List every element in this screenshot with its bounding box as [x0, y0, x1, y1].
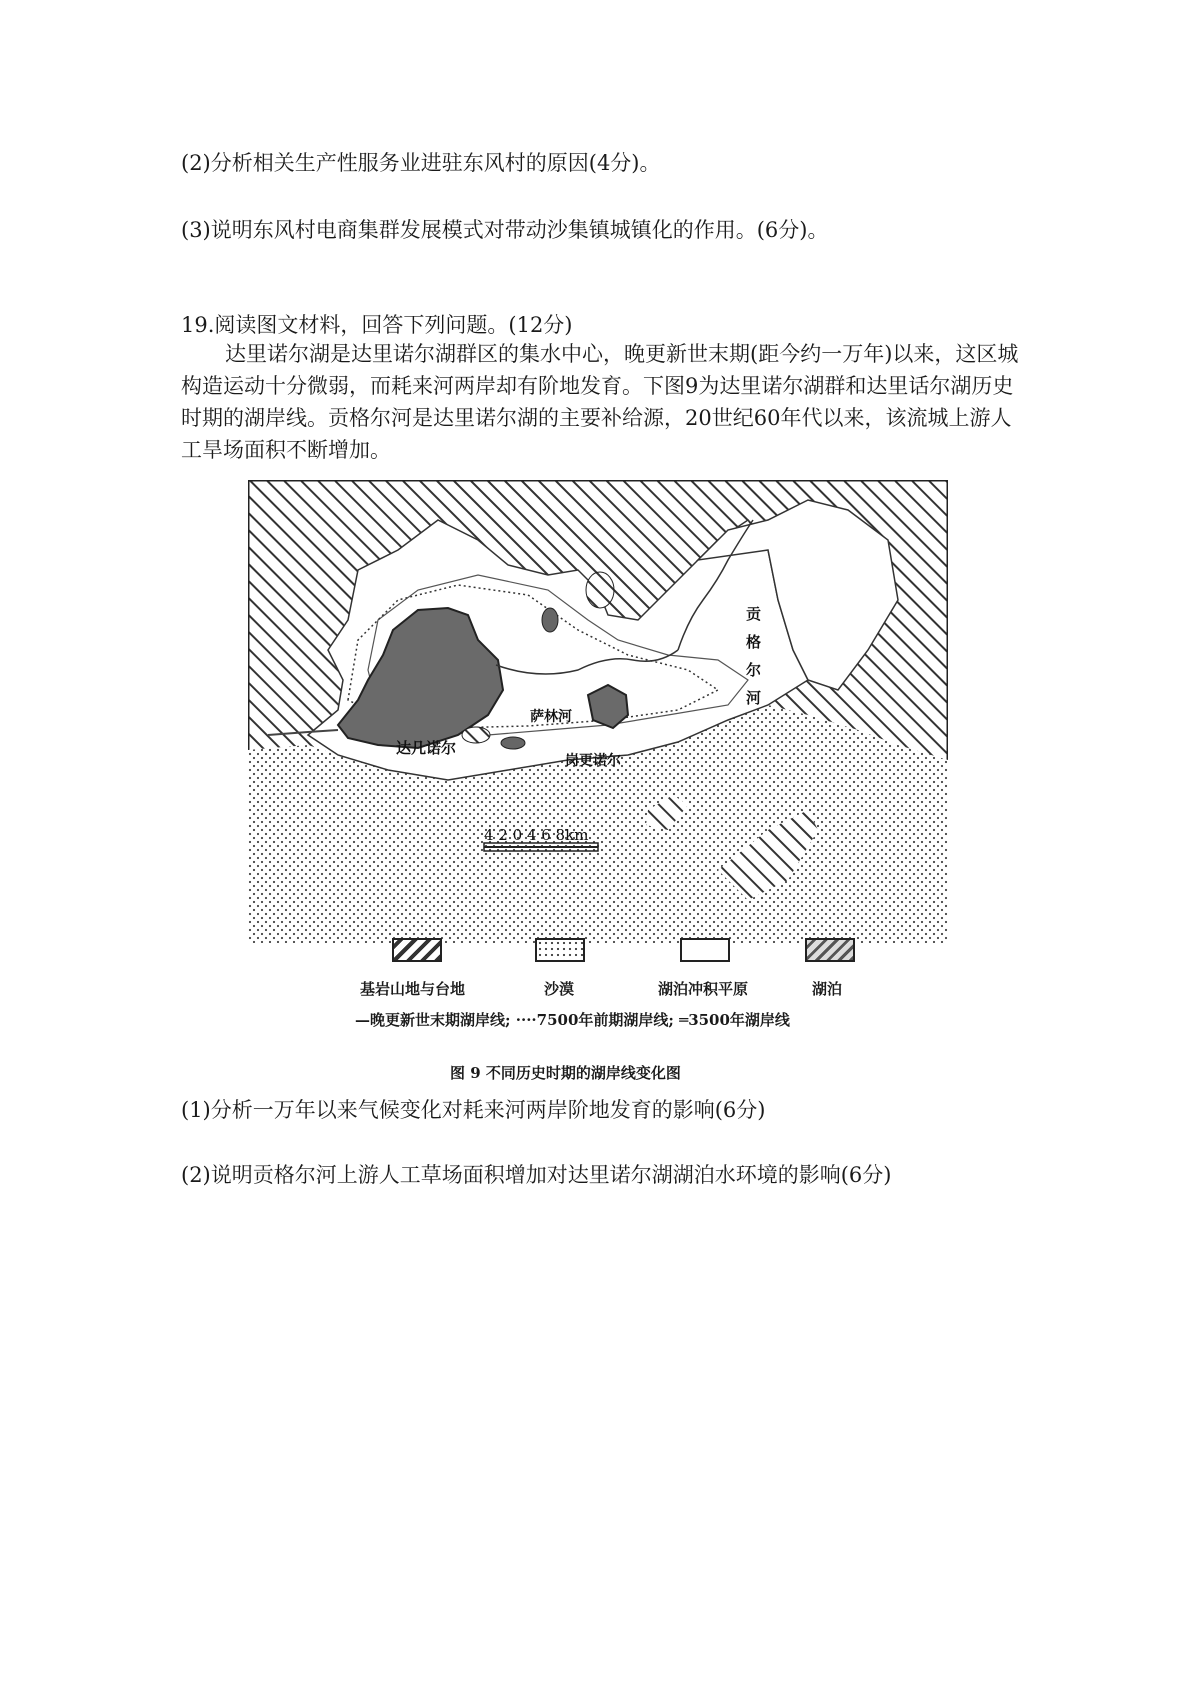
legend-swatch-plain: [680, 938, 730, 962]
legend-lake: 湖泊: [812, 980, 843, 998]
lake-small-label: 岗更诺尔: [565, 753, 621, 769]
legend-swatch-lake: [805, 938, 855, 962]
question-19-paragraph-text: 达里诺尔湖是达里诺尔湖群区的集水中心，晚更新世末期(距今约一万年)以来，这区城构造运动十分微弱，而耗来河两岸却有阶地发育。下图9为达里诺尔湖群和达里话尔湖历史时期的湖岸线。贡格尔河是达里诺尔湖的主要补给源，20世纪60年代以来，该流城上游人工旱场面积不断增加。: [181, 342, 1019, 462]
lake-shoreline-map: [248, 480, 948, 943]
question-18-part-2: (2)分析相关生产性服务业进驻东风村的原因(4分)。: [181, 151, 661, 175]
small-lake: [542, 608, 558, 632]
small-hill: [462, 727, 490, 743]
legend-desert: 沙漠: [544, 980, 575, 998]
legend-swatch-bedrock: [392, 938, 442, 962]
gonggeer-river-label: 贡格尔河: [746, 605, 762, 707]
small-hill: [586, 572, 614, 608]
question-19-paragraph: [181, 338, 1031, 466]
legend-plain: 湖泊冲积平原: [658, 980, 749, 998]
question-19-part-1: (1)分析一万年以来气候变化对耗来河两岸阶地发育的影响(6分): [181, 1098, 766, 1122]
question-19-part-2: (2)说明贡格尔河上游人工草场面积增加对达里诺尔湖湖泊水环境的影响(6分): [181, 1163, 892, 1187]
shoreline-legend: —晚更新世末期湖岸线; ····7500年前期湖岸线; ═3500年湖岸线: [355, 1011, 790, 1029]
legend-bedrock: 基岩山地与台地: [360, 980, 466, 998]
figure-caption: 图 9 不同历史时期的湖岸线变化图: [450, 1064, 681, 1082]
legend-swatch-desert: [535, 938, 585, 962]
question-19-heading: 19.阅读图文材料，回答下列问题。(12分): [181, 313, 573, 337]
salin-river-label: 萨林河: [530, 709, 572, 725]
scale-label: 4 2 0 4 6 8km: [484, 826, 589, 844]
lake-main-label: 达几诺尔: [396, 739, 457, 757]
small-lake: [501, 737, 525, 749]
question-18-part-3: (3)说明东风村电商集群发展模式对带动沙集镇城镇化的作用。(6分)。: [181, 218, 829, 242]
